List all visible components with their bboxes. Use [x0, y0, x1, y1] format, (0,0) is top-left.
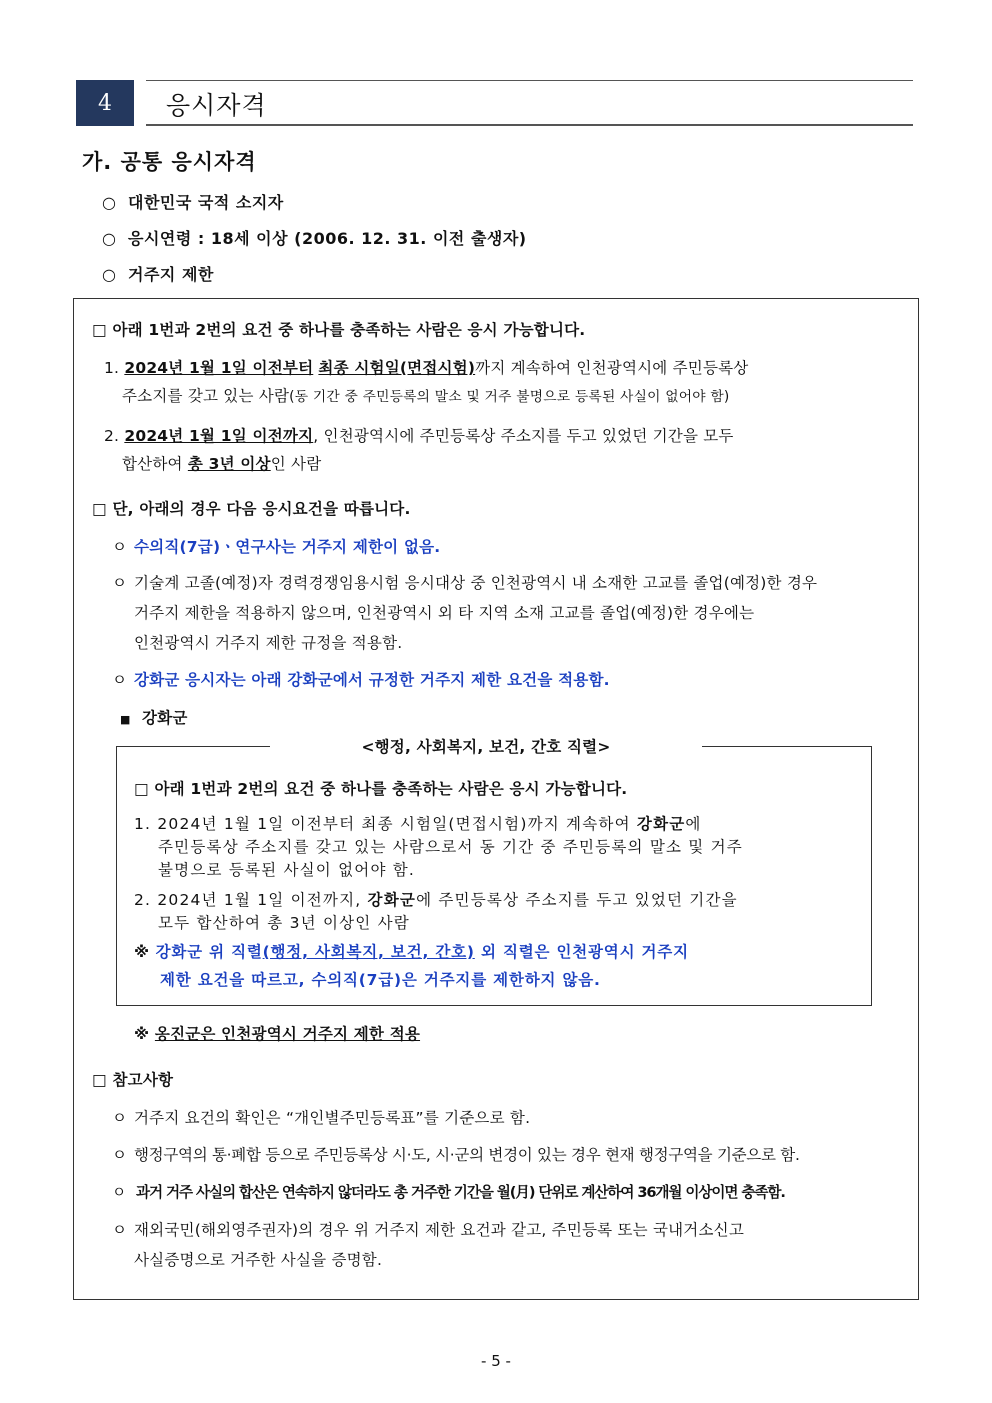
exception-highschool-line-1 — [112, 571, 817, 593]
item-text: 에 — [685, 815, 702, 833]
residency-item-1-line-1 — [104, 356, 748, 378]
exception-ganghwa — [112, 668, 610, 690]
ganghwa-intro — [134, 777, 627, 799]
exception-text: 기술계 고졸(예정)자 경력경쟁임용시험 응시대상 중 인천광역시 내 소재한 고교를 졸업(예정)한 경우 — [134, 574, 818, 592]
section-title: 응시자격 — [166, 91, 267, 120]
exceptions-intro — [92, 497, 411, 519]
ganghwa-item-1-line-2: 주민등록상 주소지를 갖고 있는 사람으로서 동 기간 중 주민등록의 말소 및 거주 — [158, 838, 743, 856]
item-years-emph: 총 3년 이상 — [187, 455, 271, 473]
ganghwa-item-2-line-2: 모두 합산하여 총 3년 이상인 사람 — [158, 914, 410, 932]
item-date-emph: 2024년 1월 1일 이전부터 — [124, 359, 314, 377]
ganghwa-item-1-line-1 — [134, 812, 702, 834]
ganghwa-note-line-1 — [134, 940, 689, 962]
item-number: 1. — [104, 359, 120, 377]
bullet-text: 응시연령 : 18세 이상 (2006. 12. 31. 이전 출생자) — [128, 229, 527, 248]
reference-item-4-line-2: 사실증명으로 거주한 사실을 증명함. — [134, 1251, 383, 1269]
square-bullet-icon: □ — [92, 500, 107, 518]
square-bullet-icon: □ — [92, 321, 107, 339]
item-text: 인 사람 — [270, 455, 322, 473]
common-bullet-age — [102, 226, 527, 249]
ganghwa-label — [120, 706, 188, 728]
small-bullet-icon: ㅇ — [112, 1184, 125, 1201]
filled-square-icon: ■ — [120, 713, 131, 726]
ganghwa-text: 강화군 — [142, 709, 188, 727]
ganghwa-emph: 강화군 — [636, 815, 686, 833]
section-rule-top — [146, 80, 913, 81]
item-text: 에 주민등록상 주소지를 두고 있었던 기간을 — [416, 891, 738, 909]
item-date-emph: 2024년 1월 1일 이전까지 — [124, 427, 314, 445]
residency-intro — [92, 318, 585, 340]
residency-item-2-line-1 — [104, 424, 734, 446]
small-bullet-icon: ㅇ — [112, 1221, 128, 1239]
ganghwa-item-1-line-3: 불명으로 등록된 사실이 없어야 함. — [158, 861, 416, 879]
note-text: 강화군 위 직렬 — [155, 943, 263, 961]
circle-bullet-icon: ○ — [102, 229, 117, 248]
item-note: (동 기간 중 주민등록의 말소 및 거주 불명으로 등록된 사실이 없어야 함) — [289, 389, 730, 405]
exception-highschool-line-3: 인천광역시 거주지 제한 규정을 적용함. — [134, 634, 403, 652]
item-exam-emph: 최종 시험일(면접시험) — [318, 359, 476, 377]
reference-text: 행정구역의 통·폐합 등으로 주민등록상 시·도, 시·군의 변경이 있는 경우 현재 행정구역을 기준으로 함. — [134, 1146, 800, 1164]
square-bullet-icon: □ — [92, 1071, 107, 1089]
exception-text: 강화군 응시자는 아래 강화군에서 규정한 거주지 제한 요건을 적용함. — [134, 671, 610, 689]
residency-item-2-line-2 — [122, 452, 321, 474]
reference-text: 재외국민(해외영주권자)의 경우 위 거주지 제한 요건과 같고, 주민등록 또는 국내거소신고 — [134, 1221, 744, 1239]
square-bullet-icon: □ — [134, 780, 149, 798]
note-mark-icon: ※ — [134, 943, 150, 961]
intro-text: 단, 아래의 경우 다음 응시요건을 따릅니다. — [112, 500, 411, 518]
item-text: 2. 2024년 1월 1일 이전까지, — [134, 891, 362, 909]
reference-text: 과거 거주 사실의 합산은 연속하지 않더라도 총 거주한 기간을 월(月) 단위로 계산하여 36개월 이상이면 충족함. — [136, 1184, 785, 1201]
reference-heading — [92, 1068, 173, 1090]
ganghwa-note-line-2: 제한 요건을 따르고, 수의직(7급)은 거주지를 제한하지 않음. — [160, 971, 601, 989]
small-bullet-icon: ㅇ — [112, 538, 128, 556]
reference-item-1 — [112, 1106, 530, 1128]
page-number: - 5 - — [481, 1352, 511, 1370]
note-text: 외 직렬은 인천광역시 거주지 — [474, 943, 689, 961]
bullet-text: 대한민국 국적 소지자 — [128, 193, 284, 212]
item-number: 2. — [104, 427, 120, 445]
reference-item-2 — [112, 1143, 800, 1165]
section-rule-bottom — [146, 124, 913, 126]
ganghwa-item-2-line-1 — [134, 888, 738, 910]
reference-text: 거주지 요건의 확인은 “개인별주민등록표”를 기준으로 함. — [134, 1109, 531, 1127]
reference-item-3 — [112, 1181, 785, 1202]
item-text: 까지 계속하여 인천광역시에 주민등록상 — [475, 359, 749, 377]
note-series-emph: (행정, 사회복지, 보건, 간호) — [262, 943, 475, 961]
reference-item-4-line-1 — [112, 1218, 744, 1240]
residency-item-1-line-2 — [122, 384, 730, 406]
item-text: 합산하여 — [122, 455, 183, 473]
intro-text: 아래 1번과 2번의 요건 중 하나를 충족하는 사람은 응시 가능합니다. — [112, 321, 586, 339]
common-heading: 가. 공통 응시자격 — [82, 150, 257, 174]
note-mark-icon: ※ — [134, 1025, 150, 1043]
exception-text: 수의직(7급)ㆍ연구사는 거주지 제한이 없음. — [134, 538, 441, 556]
intro-text: 아래 1번과 2번의 요건 중 하나를 충족하는 사람은 응시 가능합니다. — [154, 780, 628, 798]
item-text: , 인천광역시에 주민등록상 주소지를 두고 있었던 기간을 모두 — [313, 427, 734, 445]
item-text: 주소지를 갖고 있는 사람 — [122, 387, 290, 405]
circle-bullet-icon: ○ — [102, 265, 117, 284]
ongjin-text: 옹진군은 인천광역시 거주지 제한 적용 — [154, 1025, 421, 1043]
ongjin-note — [134, 1022, 420, 1044]
section-number: 4 — [76, 80, 134, 126]
ganghwa-emph: 강화군 — [367, 891, 417, 909]
common-bullet-nationality — [102, 190, 284, 213]
exception-highschool-line-2: 거주지 제한을 적용하지 않으며, 인천광역시 외 타 지역 소재 고교를 졸업(예정)한 경우에는 — [134, 604, 755, 622]
small-bullet-icon: ㅇ — [112, 574, 128, 592]
exception-vet — [112, 535, 440, 557]
small-bullet-icon: ㅇ — [112, 1109, 128, 1127]
reference-heading-text: 참고사항 — [112, 1071, 174, 1089]
small-bullet-icon: ㅇ — [112, 1146, 127, 1164]
common-bullet-residency — [102, 262, 214, 285]
ganghwa-box-title: <행정, 사회복지, 보건, 간호 직렬> — [361, 738, 611, 756]
circle-bullet-icon: ○ — [102, 193, 117, 212]
bullet-text: 거주지 제한 — [128, 265, 214, 284]
item-text: 1. 2024년 1월 1일 이전부터 최종 시험일(면접시험)까지 계속하여 — [134, 815, 631, 833]
small-bullet-icon: ㅇ — [112, 671, 128, 689]
